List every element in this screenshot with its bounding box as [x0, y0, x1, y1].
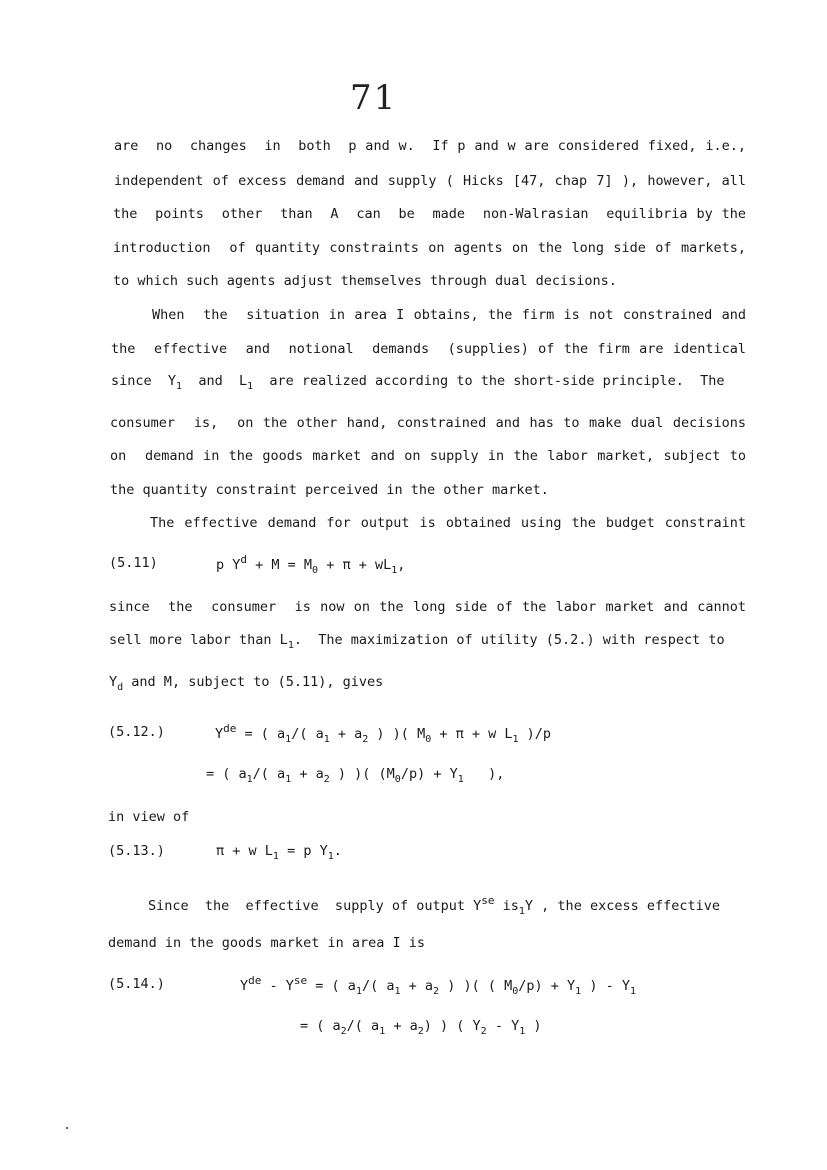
page-number: 71	[350, 78, 398, 118]
text-line: The effective demand for output is obtained using the budget constraint	[150, 515, 746, 531]
text-line: Since the effective supply of output $Y^{se}$ $is_1Y$ , the excess effective	[148, 894, 720, 917]
text-line: the effective and notional demands (supplies) of the firm are identical	[111, 341, 746, 357]
equation-5-13: π + w $L_1 = p$ $Y_1$.	[216, 843, 342, 862]
equation-label: (5.14.)	[108, 976, 165, 992]
text-line: the quantity constraint perceived in the other market.	[110, 482, 549, 498]
text-line: in view of	[108, 809, 190, 825]
text-line: When the situation in area I obtains, the firm is not constrained and	[152, 307, 746, 323]
text-line: $Y_d$ and M, subject to (5.11), gives	[109, 674, 384, 693]
text-line: demand in the goods market in area I is	[108, 935, 425, 951]
equation-5-14-line2: = ( $a_2/$( $a_1 + a_2$) ) ( $Y_2 - Y_1$ )	[300, 1018, 542, 1037]
text-line: independent of excess demand and supply ( Hicks [47, chap 7] ), however, all	[114, 173, 746, 189]
text-line: the points other than A can be made non-Walrasian equilibria by the	[113, 206, 746, 222]
text-line: on demand in the goods market and on supply in the labor market, subject to	[110, 448, 746, 464]
equation-label: (5.12.)	[108, 724, 165, 740]
scan-speck	[66, 1127, 68, 1129]
equation-label: (5.11)	[109, 555, 158, 571]
equation-5-14-line1: $Y^{de} - Y^{se}$ = ( $a_1/$( $a_1 + a_2$ ) )( ( $M_0/p) + Y_1$ ) - $Y_1$	[240, 974, 636, 997]
equation-label: (5.13.)	[108, 843, 165, 859]
text-line: are no changes in both p and w. If p and w are considered fixed, i.e.,	[114, 138, 746, 154]
equation-5-12-line1: $Y^{de}$ = ( $a_1/$( $a_1 + a_2$ ) )( $M_0 + \pi + w$ $L_1$ )/p	[215, 722, 552, 745]
text-line: since the consumer is now on the long side of the labor market and cannot	[109, 599, 746, 615]
equation-5-11: p $Y^d + M = M_0 + \pi + wL_1$,	[216, 553, 406, 576]
text-line: since $Y_1$ and $L_1$ are realized according to the short-side principle. The	[111, 373, 725, 392]
text-line: sell more labor than $L_1$. The maximization of utility (5.2.) with respect to	[109, 632, 725, 651]
text-line: to which such agents adjust themselves through dual decisions.	[113, 273, 617, 289]
text-line: consumer is, on the other hand, constrained and has to make dual decisions	[110, 415, 746, 431]
equation-5-12-line2: = ( $a_1/$( $a_1 + a_2$ ) )( $(M_0/p) + Y_1$ ),	[206, 766, 505, 785]
text-line: introduction of quantity constraints on agents on the long side of markets,	[113, 240, 746, 256]
